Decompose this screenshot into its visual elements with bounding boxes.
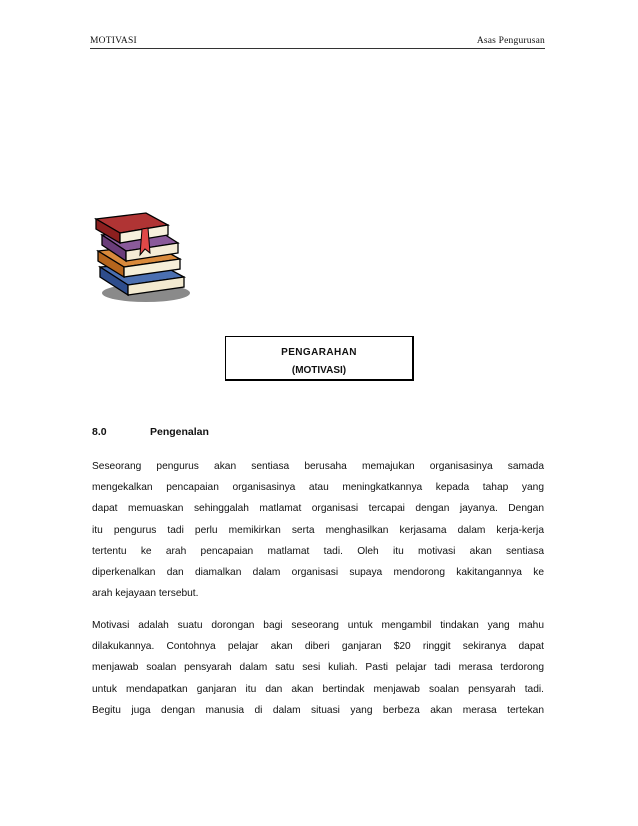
paragraph-line: Begitu juga dengan manusia di dalam situasi yang berbeza akan merasa tertekan (92, 704, 544, 716)
paragraph-line: tertentu ke arah pencapaian matlamat tadi. Oleh itu motivasi akan sentiasa (92, 545, 544, 557)
paragraph-line: menjawab soalan pensyarah dalam satu sesi kuliah. Pasti pelajar tadi merasa terdorong (92, 662, 544, 674)
paragraph-line: Seseorang pengurus akan sentiasa berusaha memajukan organisasinya samada (92, 461, 544, 472)
paragraph-line: dilakukannya. Contohnya pelajar akan diberi ganjaran $20 ringgit sekiranya dapat (92, 641, 544, 653)
paragraph-line: untuk mendapatkan ganjaran itu dan akan bertindak menjawab soalan pensyarah tadi. (92, 683, 544, 695)
paragraph-line: dapat memuaskan sehinggalah matlamat organisasi tercapai dengan jayanya. Dengan (92, 503, 544, 515)
paragraph-introduction (92, 456, 544, 604)
chapter-title-box (225, 336, 414, 381)
section-title: Pengenalan (150, 426, 209, 438)
paragraph-line: itu pengurus tadi perlu memikirkan serta menghasilkan kerjasama dalam kerja-kerja (92, 524, 544, 536)
page-header (90, 30, 545, 49)
paragraph-line: mengekalkan pencapaian organisasinya atau meningkatkannya kepada tahap yang (92, 482, 544, 494)
paragraph-line: Motivasi adalah suatu dorongan bagi seseorang untuk mengambil tindakan yang mahu (92, 620, 544, 631)
paragraph-line: diperkenalkan dan diamalkan dalam organisasi supaya mendorong kakitangannya ke (92, 567, 544, 579)
header-chapter-title: MOTIVASI (90, 36, 137, 46)
paragraph-definition (92, 615, 544, 721)
section-number: 8.0 (92, 426, 107, 438)
chapter-title: PENGARAHAN (281, 347, 357, 358)
chapter-subtitle: (MOTIVASI) (291, 365, 347, 376)
header-course-title: Asas Pengurusan (476, 36, 545, 46)
books-clipart-icon (88, 205, 193, 305)
paragraph-line: arah kejayaan tersebut. (92, 588, 199, 600)
